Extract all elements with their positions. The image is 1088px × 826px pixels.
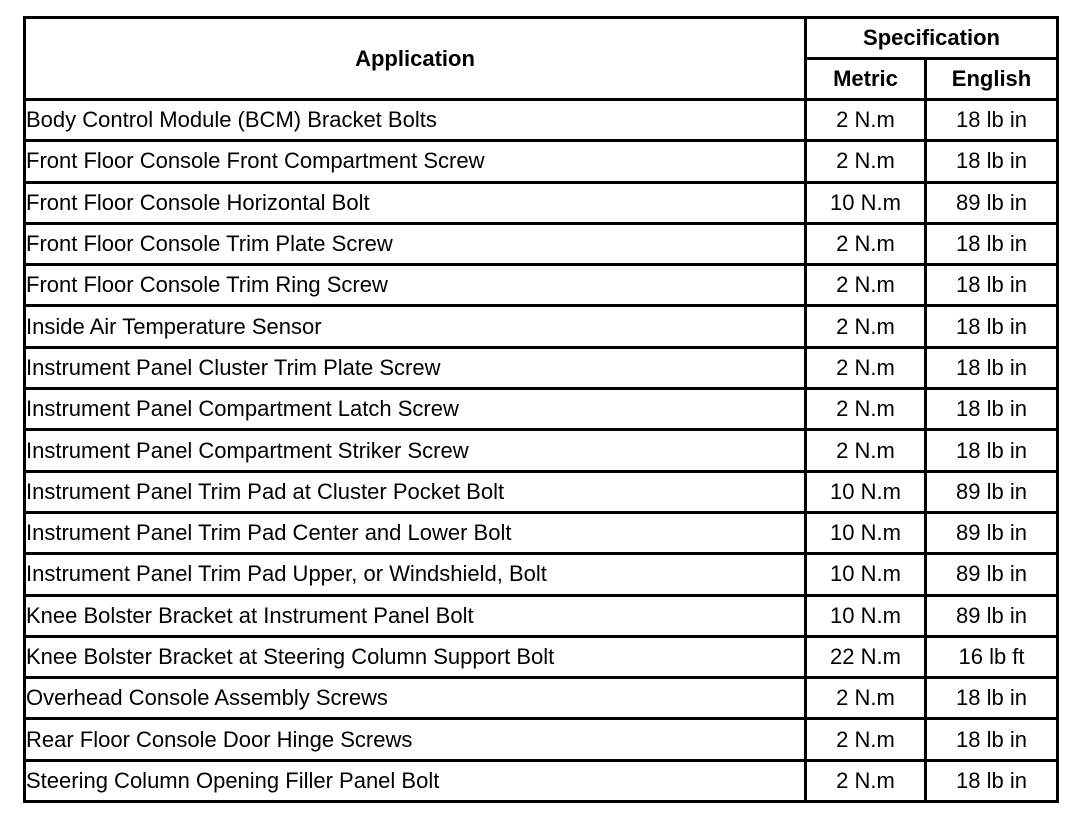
english-cell: 89 lb in: [926, 182, 1058, 223]
table-row: [25, 223, 1058, 264]
application-cell: Instrument Panel Trim Pad Upper, or Windshield, Bolt: [25, 554, 806, 595]
application-cell: Instrument Panel Cluster Trim Plate Screw: [25, 347, 806, 388]
metric-cell: 2 N.m: [806, 347, 926, 388]
table-row: [25, 471, 1058, 512]
metric-cell: 2 N.m: [806, 306, 926, 347]
english-cell: 18 lb in: [926, 265, 1058, 306]
table-row: [25, 430, 1058, 471]
english-cell: 16 lb ft: [926, 636, 1058, 677]
english-cell: 18 lb in: [926, 100, 1058, 141]
application-cell: Inside Air Temperature Sensor: [25, 306, 806, 347]
metric-cell: 10 N.m: [806, 554, 926, 595]
table-row: [25, 100, 1058, 141]
metric-cell: 2 N.m: [806, 760, 926, 801]
table-row: [25, 719, 1058, 760]
table-row: [25, 265, 1058, 306]
english-cell: 18 lb in: [926, 223, 1058, 264]
table-row: [25, 389, 1058, 430]
metric-cell: 2 N.m: [806, 430, 926, 471]
application-cell: Instrument Panel Compartment Latch Screw: [25, 389, 806, 430]
metric-cell: 2 N.m: [806, 719, 926, 760]
metric-cell: 2 N.m: [806, 389, 926, 430]
application-cell: Front Floor Console Horizontal Bolt: [25, 182, 806, 223]
application-cell: Body Control Module (BCM) Bracket Bolts: [25, 100, 806, 141]
english-cell: 18 lb in: [926, 306, 1058, 347]
english-cell: 89 lb in: [926, 554, 1058, 595]
metric-cell: 2 N.m: [806, 141, 926, 182]
table-body: [25, 100, 1058, 802]
table-row: [25, 141, 1058, 182]
metric-cell: 2 N.m: [806, 678, 926, 719]
header-specification: Specification: [806, 18, 1058, 59]
application-cell: Front Floor Console Trim Plate Screw: [25, 223, 806, 264]
application-cell: Overhead Console Assembly Screws: [25, 678, 806, 719]
table-row: [25, 678, 1058, 719]
header-application: Application: [25, 18, 806, 100]
metric-cell: 10 N.m: [806, 471, 926, 512]
fastener-spec-table: [23, 16, 1059, 803]
table-row: [25, 760, 1058, 801]
english-cell: 18 lb in: [926, 141, 1058, 182]
table-row: [25, 347, 1058, 388]
english-cell: 18 lb in: [926, 430, 1058, 471]
application-cell: Front Floor Console Trim Ring Screw: [25, 265, 806, 306]
metric-cell: 2 N.m: [806, 100, 926, 141]
english-cell: 89 lb in: [926, 471, 1058, 512]
application-cell: Front Floor Console Front Compartment Screw: [25, 141, 806, 182]
metric-cell: 2 N.m: [806, 223, 926, 264]
application-cell: Knee Bolster Bracket at Instrument Panel Bolt: [25, 595, 806, 636]
english-cell: 18 lb in: [926, 347, 1058, 388]
header-metric: Metric: [806, 59, 926, 100]
metric-cell: 22 N.m: [806, 636, 926, 677]
application-cell: Rear Floor Console Door Hinge Screws: [25, 719, 806, 760]
table-row: [25, 182, 1058, 223]
table-row: [25, 554, 1058, 595]
application-cell: Instrument Panel Trim Pad Center and Lower Bolt: [25, 512, 806, 553]
header-english: English: [926, 59, 1058, 100]
metric-cell: 10 N.m: [806, 595, 926, 636]
table-header: [25, 18, 1058, 100]
english-cell: 18 lb in: [926, 760, 1058, 801]
metric-cell: 10 N.m: [806, 182, 926, 223]
application-cell: Steering Column Opening Filler Panel Bolt: [25, 760, 806, 801]
table-row: [25, 306, 1058, 347]
english-cell: 18 lb in: [926, 678, 1058, 719]
metric-cell: 2 N.m: [806, 265, 926, 306]
application-cell: Knee Bolster Bracket at Steering Column Support Bolt: [25, 636, 806, 677]
table-row: [25, 636, 1058, 677]
application-cell: Instrument Panel Trim Pad at Cluster Pocket Bolt: [25, 471, 806, 512]
table-row: [25, 512, 1058, 553]
table-row: [25, 595, 1058, 636]
english-cell: 89 lb in: [926, 512, 1058, 553]
english-cell: 18 lb in: [926, 389, 1058, 430]
metric-cell: 10 N.m: [806, 512, 926, 553]
application-cell: Instrument Panel Compartment Striker Screw: [25, 430, 806, 471]
english-cell: 18 lb in: [926, 719, 1058, 760]
english-cell: 89 lb in: [926, 595, 1058, 636]
